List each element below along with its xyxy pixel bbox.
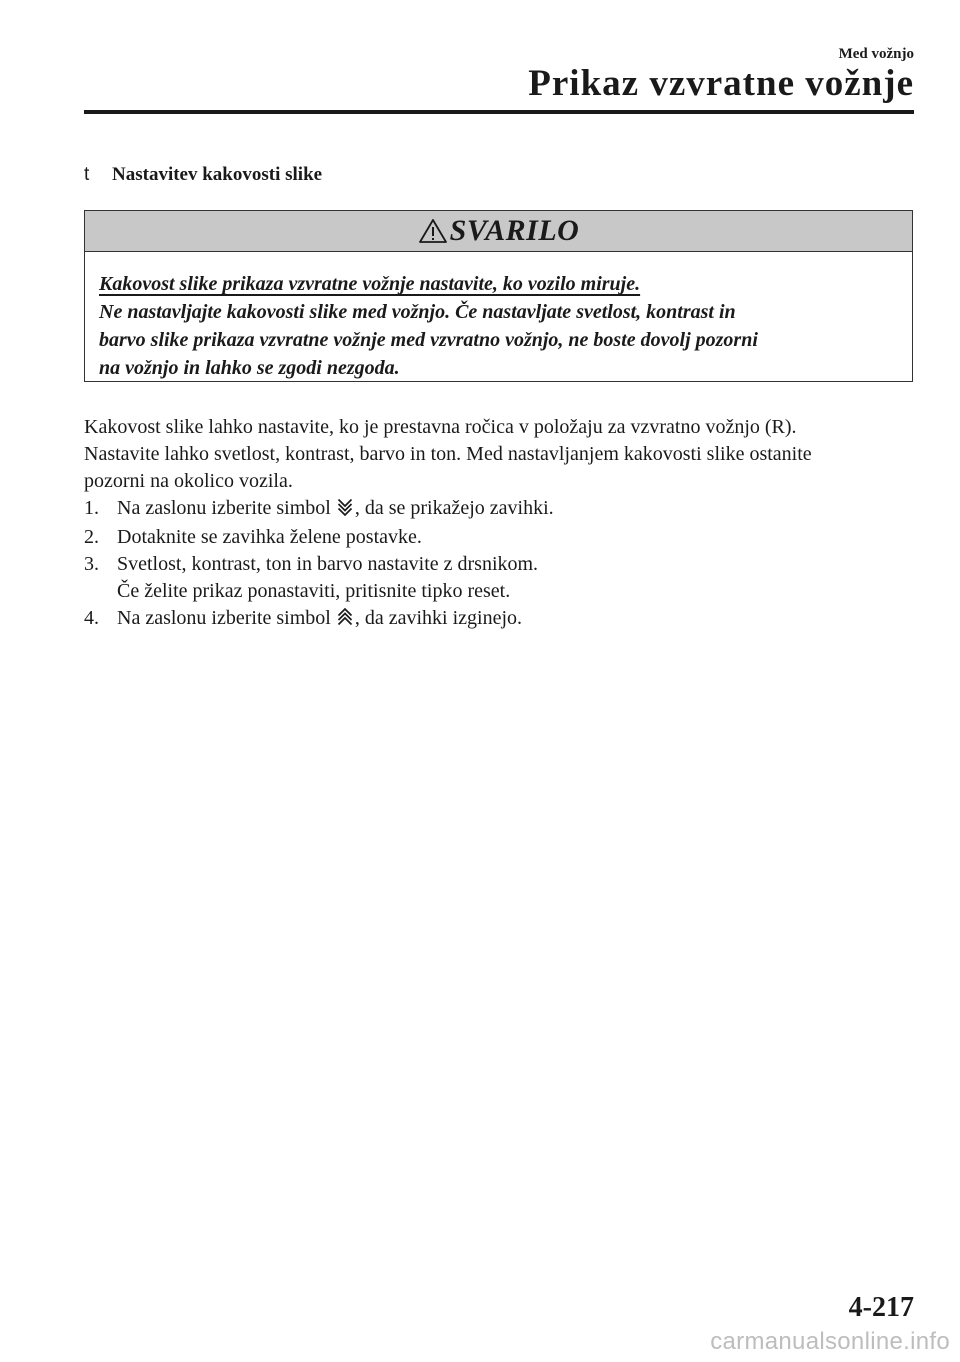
step-text-after: , da se prikažejo zavihki. — [354, 497, 554, 519]
paragraph-line-3: pozorni na okolico vozila. — [84, 470, 293, 492]
step-item — [84, 524, 924, 551]
step-number: 3. — [84, 553, 99, 575]
page-number: 4-217 — [848, 1292, 914, 1323]
warning-box — [84, 210, 913, 382]
warning-line-1: Kakovost slike prikaza vzvratne vožnje nastavite, ko vozilo miruje. — [99, 273, 641, 295]
step-number: 2. — [84, 526, 99, 548]
warning-triangle-icon — [418, 218, 448, 244]
step-text-before: Na zaslonu izberite simbol — [117, 497, 331, 519]
warning-line-3: barvo slike prikaza vzvratne vožnje med vzvratno vožnjo, ne boste dovolj pozorni — [99, 329, 758, 351]
step-text-before: Na zaslonu izberite simbol — [117, 607, 331, 629]
step-item — [84, 605, 924, 634]
step-item — [84, 551, 924, 605]
step-number: 1. — [84, 497, 99, 519]
chevron-up-double-icon — [337, 607, 353, 634]
paragraph-line-2: Nastavite lahko svetlost, kontrast, barvo in ton. Med nastavljanjem kakovosti slike ostanite — [84, 443, 812, 465]
warning-text — [85, 252, 912, 382]
step-number: 4. — [84, 607, 99, 629]
section-heading — [84, 164, 322, 186]
chevron-down-double-icon — [337, 497, 353, 524]
warning-header — [85, 211, 912, 252]
paragraph-line-1: Kakovost slike lahko nastavite, ko je prestavna ročica v položaju za vzvratno vožnjo (R). — [84, 416, 797, 438]
body-text — [84, 414, 924, 634]
header-divider — [84, 110, 914, 114]
watermark-link[interactable]: carmanualsonline.info — [710, 1328, 950, 1355]
section-name: Med vožnjo — [838, 46, 914, 62]
warning-line-4: na vožnjo in lahko se zgodi nezgoda. — [99, 357, 400, 379]
step-text: Dotaknite se zavihka želene postavke. — [117, 526, 422, 548]
step-subtext: Če želite prikaz ponastaviti, pritisnite tipko reset. — [117, 580, 511, 602]
warning-label: SVARILO — [449, 214, 580, 247]
step-text: Svetlost, kontrast, ton in barvo nastavite z drsnikom. — [117, 553, 539, 575]
page-title: Prikaz vzvratne vožnje — [528, 63, 914, 104]
step-item — [84, 495, 924, 524]
section-bullet: t — [84, 164, 90, 185]
steps-list — [84, 495, 924, 634]
section-heading-text: Nastavitev kakovosti slike — [112, 164, 323, 185]
warning-line-2: Ne nastavljajte kakovosti slike med vožnjo. Če nastavljate svetlost, kontrast in — [99, 301, 736, 323]
step-text-after: , da zavihki izginejo. — [354, 607, 522, 629]
